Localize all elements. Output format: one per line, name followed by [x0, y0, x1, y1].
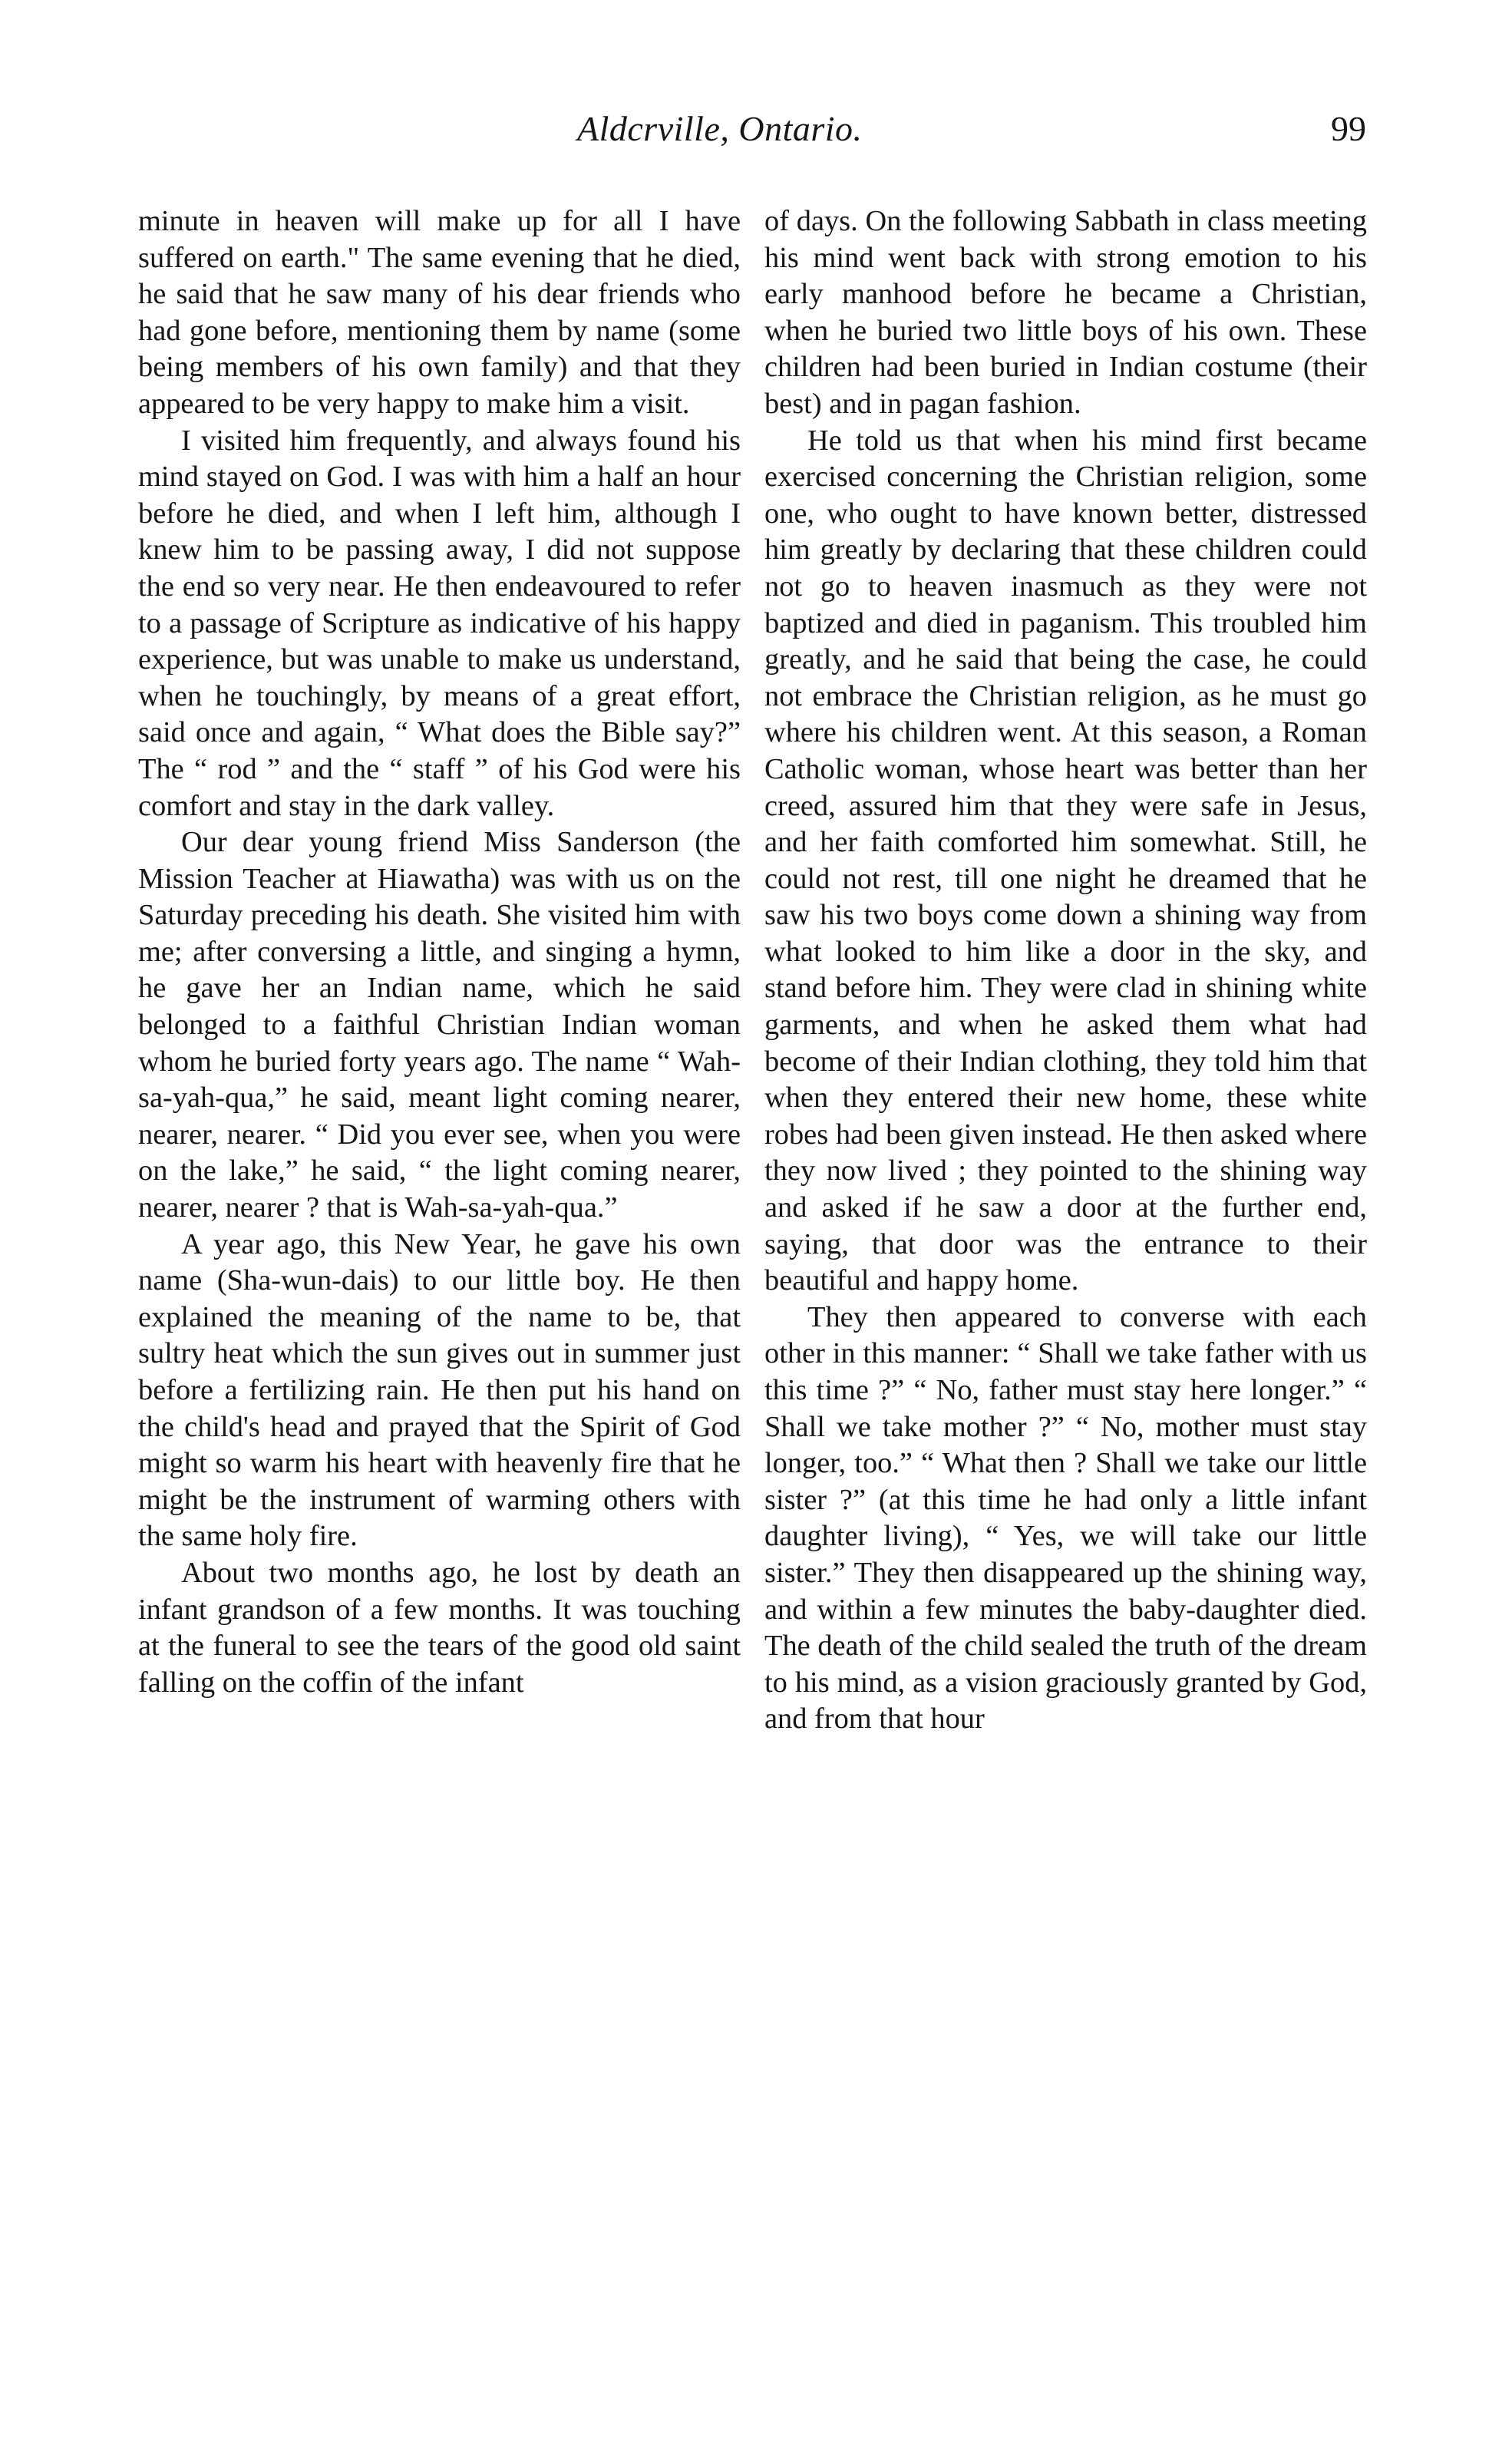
running-title: Aldcrville, Ontario.	[577, 109, 863, 148]
paragraph: I visited him frequently, and always found his mind stayed on God. I was with him a half an hour before he died, and when I left him, although I knew him to be passing away, I did not suppose the end so very near. He then endeavoured to refer to a passage of Scripture as indicative of his happy experience, but was unable to make us understand, when he touchingly, by means of a great effort, said once and again, “ What does the Bible say?” The “ rod ” and the “ staff ” of his God were his comfort and stay in the dark valley.	[138, 424, 741, 822]
page-number: 99	[1331, 109, 1366, 148]
paragraph-continued: minute in heaven will make up for all I have suffered on earth." The same evening that he died, he said that he saw many of his dear friends who had gone before, mentioning them by name (some being members of his own family) and that they appeared to be very happy to make him a visit.	[138, 205, 741, 420]
running-head	[140, 106, 1366, 167]
paragraph-continued: of days. On the following Sabbath in class meeting his mind went back with strong emotion to his early manhood before he became a Christian, when he buried two little boys of his own. These children had been buried in Indian costume (their best) and in pagan fashion.	[764, 205, 1367, 420]
right-column	[764, 203, 1367, 2245]
left-column	[138, 203, 741, 2245]
paragraph: A year ago, this New Year, he gave his own name (Sha-wun-dais) to our little boy. He then explained the meaning of the name to be, that sultry heat which the sun gives out in summer just before a fertilizing rain. He then put his hand on the child's head and prayed that the Spirit of God might so warm his heart with heavenly fire that he might be the instrument of warming others with the same holy fire.	[138, 1227, 741, 1553]
paragraph: He told us that when his mind first became exercised concerning the Christian religion, some one, who ought to have known better, distressed him greatly by declaring that these children could not go to heaven inasmuch as they were not baptized and died in paganism. This troubled him greatly, and he said that being the case, he could not embrace the Christian religion, as he must go where his children went. At this season, a Roman Catholic woman, whose heart was better than her creed, assured him that they were safe in Jesus, and her faith comforted him somewhat. Still, he could not rest, till one night he dreamed that he saw his two boys come down a shining way from what looked to him like a door in the sky, and stand before him. They were clad in shining white garments, and when he asked them what had become of their Indian clothing, they told him that when they entered their new home, these white robes had been given instead. He then asked where they now lived ; they pointed to the shining way and asked if he saw a door at the further end, saying, that door was the entrance to their beautiful and happy home.	[764, 424, 1367, 1297]
paragraph: About two months ago, he lost by death an infant grandson of a few months. It was touching at the funeral to see the tears of the good old saint falling on the coffin of the infant	[138, 1556, 741, 1699]
paragraph: Our dear young friend Miss Sanderson (the Mission Teacher at Hiawatha) was with us on the Saturday preceding his death. She visited him with me; after conversing a little, and singing a hymn, he gave her an Indian name, which he said belonged to a faithful Christian Indian woman whom he buried forty years ago. The name “ Wah-sa-yah-qua,” he said, meant light coming nearer, nearer, nearer. “ Did you ever see, when you were on the lake,” he said, “ the light coming nearer, nearer, nearer ? that is Wah-sa-yah-qua.”	[138, 826, 741, 1224]
paragraph: They then appeared to converse with each other in this manner: “ Shall we take father with us this time ?” “ No, father must stay here longer.” “ Shall we take mother ?” “ No, mother must stay longer, too.” “ What then ? Shall we take our little sister ?” (at this time he had only a little infant daughter living), “ Yes, we will take our little sister.” They then disappeared up the shining way, and within a few minutes the baby-daughter died. The death of the child sealed the truth of the dream to his mind, as a vision graciously granted by God, and from that hour	[764, 1300, 1367, 1736]
